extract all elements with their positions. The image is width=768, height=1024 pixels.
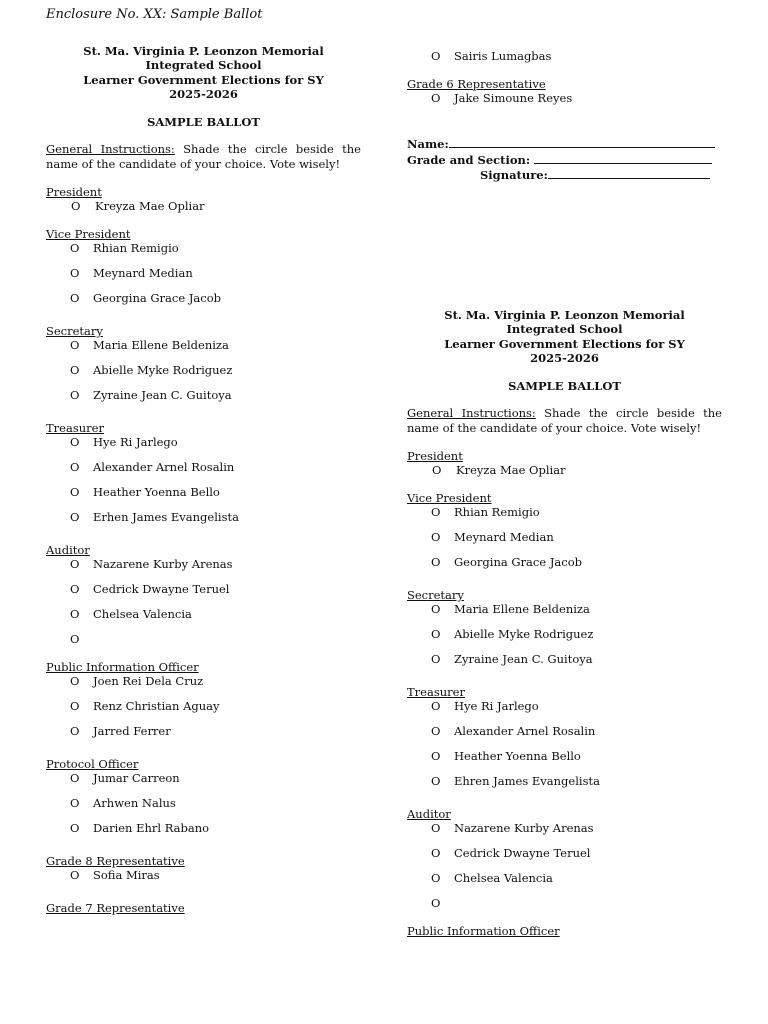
- position-label: Secretary: [407, 588, 464, 603]
- vote-bubble[interactable]: O: [70, 699, 80, 714]
- ballot-section: [46, 646, 361, 743]
- vote-bubble[interactable]: O: [431, 821, 441, 836]
- candidate-option[interactable]: [46, 821, 361, 840]
- candidate-name: Jake Simoune Reyes: [454, 91, 573, 105]
- candidate-option[interactable]: [46, 557, 361, 582]
- candidate-option[interactable]: [407, 699, 722, 724]
- grade-section-line: [407, 152, 722, 168]
- ballot-section: [407, 671, 722, 793]
- school-header: [46, 44, 361, 101]
- instructions-label: General Instructions:: [407, 406, 536, 421]
- candidate-name: Chelsea Valencia: [93, 607, 192, 622]
- ballot-section: [46, 887, 361, 915]
- vote-bubble[interactable]: O: [70, 821, 80, 836]
- position-label: Auditor: [407, 807, 451, 822]
- candidate-option[interactable]: [407, 602, 722, 627]
- candidate-list: [46, 771, 361, 840]
- vote-bubble[interactable]: O: [70, 724, 80, 739]
- candidate-name: Joen Rei Dela Cruz: [93, 674, 204, 689]
- candidate-name: Chelsea Valencia: [454, 871, 553, 886]
- candidate-option[interactable]: [407, 724, 722, 749]
- ballot-section: [46, 529, 361, 646]
- candidate-option[interactable]: [407, 555, 722, 574]
- position-label: President: [407, 449, 463, 464]
- candidate-name: Darien Ehrl Rabano: [93, 821, 210, 836]
- candidate-name: Ehren James Evangelista: [454, 774, 600, 789]
- candidate-option[interactable]: [407, 774, 722, 793]
- candidate-name: Nazarene Kurby Arenas: [93, 557, 233, 572]
- vote-bubble[interactable]: O: [70, 485, 80, 500]
- candidate-name: Jarred Ferrer: [93, 724, 171, 739]
- vote-bubble[interactable]: O: [70, 460, 80, 475]
- vote-bubble[interactable]: O: [431, 91, 441, 105]
- name-field[interactable]: [449, 136, 715, 148]
- vote-bubble[interactable]: O: [431, 530, 441, 545]
- candidate-name: Kreyza Mae Opliar: [95, 199, 205, 214]
- right-sections: [407, 435, 722, 938]
- candidate-list: [46, 435, 361, 529]
- ballot-section: [46, 310, 361, 407]
- voter-info: [407, 136, 722, 183]
- candidate-name: Alexander Arnel Rosalin: [93, 460, 235, 475]
- candidate-option[interactable]: [46, 199, 361, 213]
- vote-bubble[interactable]: O: [431, 652, 441, 667]
- position-label: Grade 7 Representative: [46, 901, 185, 916]
- candidate-option[interactable]: [407, 91, 722, 110]
- candidate-name: Erhen James Evangelista: [93, 510, 239, 525]
- candidate-list: [46, 674, 361, 743]
- candidate-option[interactable]: [46, 771, 361, 796]
- ballot-section: [46, 213, 361, 310]
- name-label: Name:: [407, 137, 449, 151]
- ballot-section: [46, 171, 361, 213]
- candidate-option[interactable]: [46, 582, 361, 607]
- candidate-name: Maria Ellene Beldeniza: [454, 602, 590, 617]
- candidate-name: Sairis Lumagbas: [454, 49, 552, 63]
- candidate-list: [407, 821, 722, 910]
- vote-bubble[interactable]: O: [71, 199, 81, 214]
- candidate-option[interactable]: [407, 49, 722, 77]
- vote-bubble[interactable]: O: [70, 435, 80, 450]
- vote-bubble[interactable]: O: [431, 896, 441, 911]
- position-label: Vice President: [407, 491, 492, 506]
- candidate-name: Arhwen Nalus: [93, 796, 176, 811]
- candidate-name: Abielle Myke Rodriguez: [93, 363, 233, 378]
- vote-bubble[interactable]: O: [70, 796, 80, 811]
- candidate-name: Heather Yoenna Bello: [454, 749, 581, 764]
- candidate-option[interactable]: [407, 846, 722, 871]
- vote-bubble[interactable]: O: [431, 724, 441, 739]
- candidate-option[interactable]: [46, 266, 361, 291]
- ballot-section: [407, 435, 722, 477]
- ballot-left-continued: [407, 49, 722, 183]
- candidate-name: Cedrick Dwayne Teruel: [454, 846, 591, 861]
- instructions-label: General Instructions:: [46, 142, 175, 157]
- candidate-list: [407, 463, 722, 477]
- vote-bubble[interactable]: O: [70, 388, 80, 403]
- vote-bubble[interactable]: O: [431, 555, 441, 570]
- candidate-option[interactable]: [407, 627, 722, 652]
- candidate-name: Rhian Remigio: [454, 505, 540, 520]
- ballot-section: [46, 743, 361, 840]
- candidate-name: Maria Ellene Beldeniza: [93, 338, 229, 353]
- position-label: Treasurer: [46, 421, 104, 436]
- ballot-section: [46, 840, 361, 887]
- candidate-list: [46, 241, 361, 310]
- instructions-text: Shade the circle beside the name of the candidate of your choice. Vote wisely!: [407, 406, 722, 435]
- vote-bubble[interactable]: O: [70, 607, 80, 622]
- candidate-name: Abielle Myke Rodriguez: [454, 627, 594, 642]
- position-label: Vice President: [46, 227, 131, 242]
- vote-bubble[interactable]: O: [70, 291, 80, 306]
- candidate-option[interactable]: [407, 463, 722, 477]
- vote-bubble[interactable]: O: [70, 674, 80, 689]
- position-label: Grade 6 Representative: [407, 77, 546, 91]
- candidate-option[interactable]: [46, 607, 361, 632]
- signature-line: [407, 167, 722, 183]
- vote-bubble[interactable]: O: [70, 632, 80, 647]
- vote-bubble[interactable]: O: [431, 602, 441, 617]
- vote-bubble[interactable]: O: [70, 363, 80, 378]
- vote-bubble[interactable]: O: [431, 699, 441, 714]
- candidate-option[interactable]: [46, 699, 361, 724]
- school-line: 2025-2026: [169, 86, 238, 101]
- name-line: [407, 136, 722, 152]
- candidate-list: [46, 199, 361, 213]
- vote-bubble[interactable]: O: [70, 241, 80, 256]
- candidate-name: Heather Yoenna Bello: [93, 485, 220, 500]
- candidate-name: Zyraine Jean C. Guitoya: [454, 652, 593, 667]
- school-line: Integrated School: [145, 58, 262, 73]
- vote-bubble[interactable]: O: [70, 771, 80, 786]
- vote-bubble[interactable]: O: [70, 266, 80, 281]
- ballot-section: [407, 77, 722, 110]
- ballot-section: [407, 477, 722, 574]
- candidate-option[interactable]: [46, 388, 361, 407]
- candidate-option[interactable]: [46, 460, 361, 485]
- ballot-section: [46, 407, 361, 529]
- position-label: Public Information Officer: [407, 924, 560, 939]
- general-instructions: [407, 406, 722, 435]
- candidate-name: Alexander Arnel Rosalin: [454, 724, 596, 739]
- candidate-list: [407, 699, 722, 793]
- vote-bubble[interactable]: O: [432, 463, 442, 478]
- vote-bubble[interactable]: O: [431, 49, 441, 63]
- school-line: Integrated School: [506, 322, 623, 337]
- candidate-name: Renz Christian Aguay: [93, 699, 220, 714]
- candidate-list: [46, 557, 361, 646]
- vote-bubble[interactable]: O: [431, 774, 441, 789]
- candidate-option[interactable]: [46, 241, 361, 266]
- candidate-option[interactable]: [407, 652, 722, 671]
- vote-bubble[interactable]: O: [70, 510, 80, 525]
- enclosure-note: Enclosure No. XX: Sample Ballot: [46, 7, 263, 22]
- candidate-list: [407, 505, 722, 574]
- position-label: Grade 8 Representative: [46, 854, 185, 869]
- general-instructions: [46, 142, 361, 171]
- candidate-option[interactable]: [46, 485, 361, 510]
- candidate-name: Georgina Grace Jacob: [454, 555, 583, 570]
- grade-section-label: Grade and Section:: [407, 152, 535, 167]
- instructions-text: Shade the circle beside the name of the candidate of your choice. Vote wisely!: [46, 142, 361, 171]
- candidate-option[interactable]: [46, 291, 361, 310]
- school-header: [407, 308, 722, 365]
- candidate-list: [407, 91, 722, 110]
- vote-bubble[interactable]: O: [431, 749, 441, 764]
- school-line: St. Ma. Virginia P. Leonzon Memorial: [444, 308, 685, 322]
- candidate-name: Georgina Grace Jacob: [93, 291, 222, 306]
- vote-bubble[interactable]: O: [70, 582, 80, 597]
- candidate-option[interactable]: [407, 821, 722, 846]
- candidate-option[interactable]: [46, 338, 361, 363]
- candidate-option[interactable]: [46, 363, 361, 388]
- candidate-list: [46, 338, 361, 407]
- candidate-name: Kreyza Mae Opliar: [456, 463, 566, 478]
- vote-bubble[interactable]: O: [431, 846, 441, 861]
- candidate-name: Zyraine Jean C. Guitoya: [93, 388, 232, 403]
- carry-over-list: [407, 49, 722, 77]
- ballot-title: SAMPLE BALLOT: [508, 379, 621, 394]
- vote-bubble[interactable]: O: [431, 505, 441, 520]
- candidate-name: Rhian Remigio: [93, 241, 179, 256]
- school-line: St. Ma. Virginia P. Leonzon Memorial: [83, 44, 324, 58]
- signature-label: Signature:: [480, 168, 548, 182]
- candidate-name: Cedrick Dwayne Teruel: [93, 582, 230, 597]
- candidate-name: Meynard Median: [454, 530, 554, 545]
- candidate-name: Meynard Median: [93, 266, 193, 281]
- vote-bubble[interactable]: O: [70, 868, 80, 883]
- position-label: Secretary: [46, 324, 103, 339]
- vote-bubble[interactable]: O: [431, 871, 441, 886]
- left-sections: [46, 171, 361, 915]
- ballot-section: [407, 574, 722, 671]
- candidate-list: [407, 602, 722, 671]
- candidate-option[interactable]: [407, 749, 722, 774]
- signature-field[interactable]: [548, 167, 710, 179]
- vote-bubble[interactable]: O: [70, 338, 80, 353]
- candidate-option[interactable]: [46, 724, 361, 743]
- candidate-name: Sofia Miras: [93, 868, 160, 883]
- vote-bubble[interactable]: O: [70, 557, 80, 572]
- school-line: Learner Government Elections for SY: [444, 336, 685, 351]
- candidate-name: Hye Ri Jarlego: [93, 435, 178, 450]
- candidate-option[interactable]: [407, 871, 722, 896]
- candidate-option[interactable]: [46, 674, 361, 699]
- candidate-option[interactable]: [46, 796, 361, 821]
- candidate-option[interactable]: [46, 510, 361, 529]
- ballot-section: [407, 910, 722, 938]
- grade-section-field[interactable]: [534, 152, 712, 164]
- school-line: Learner Government Elections for SY: [83, 72, 324, 87]
- position-label: Treasurer: [407, 685, 465, 700]
- ballot-left: [46, 44, 361, 915]
- position-label: Auditor: [46, 543, 90, 558]
- candidate-name: Jumar Carreon: [93, 771, 180, 786]
- right-top-sections: [407, 77, 722, 110]
- candidate-list: [46, 868, 361, 887]
- ballot-section: [407, 793, 722, 910]
- candidate-option[interactable]: [407, 505, 722, 530]
- position-label: Protocol Officer: [46, 757, 139, 772]
- candidate-name: Nazarene Kurby Arenas: [454, 821, 594, 836]
- position-label: President: [46, 185, 102, 200]
- candidate-option[interactable]: [46, 868, 361, 887]
- position-label: Public Information Officer: [46, 660, 199, 675]
- candidate-name: Hye Ri Jarlego: [454, 699, 539, 714]
- ballot-right: [407, 308, 722, 938]
- candidate-option[interactable]: [407, 530, 722, 555]
- candidate-option[interactable]: [407, 896, 722, 910]
- candidate-option[interactable]: [46, 632, 361, 646]
- ballot-title: SAMPLE BALLOT: [147, 115, 260, 130]
- vote-bubble[interactable]: O: [431, 627, 441, 642]
- school-line: 2025-2026: [530, 350, 599, 365]
- candidate-option[interactable]: [46, 435, 361, 460]
